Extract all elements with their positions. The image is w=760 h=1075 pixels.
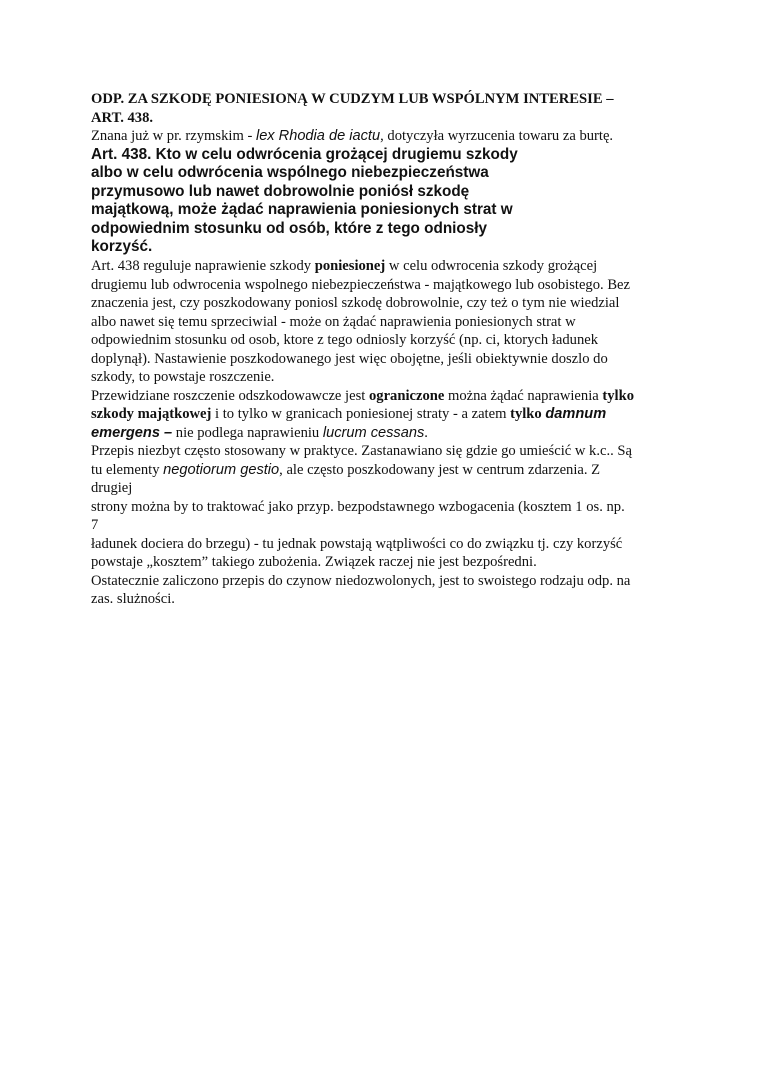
latin-term: lucrum cessans [322, 424, 425, 441]
text-span: w celu odwrocenia szkody grożącej [385, 258, 598, 275]
section-heading [91, 90, 666, 127]
bold-term: tylko [510, 406, 546, 423]
heading-line-1: ODP. ZA SZKODĘ PONIESIONĄ W CUDZYM LUB WSPÓLNYM INTERESIE – [91, 91, 614, 107]
article-line: Art. 438. Kto w celu odwrócenia grożącej drugiemu szkody [91, 145, 518, 163]
text-span: Przewidziane roszczenie odszkodowawcze jest [91, 387, 369, 404]
latin-term: emergens – [91, 424, 173, 441]
article-line: korzyść. [91, 238, 153, 256]
heading-line-2: ART. 438. [91, 109, 154, 126]
paragraph-3 [91, 442, 666, 609]
bold-term: tylko [602, 387, 634, 404]
paragraph-line: szkody, to powstaje roszczenie. [91, 369, 275, 386]
paragraph-line: zas. slużności. [91, 591, 175, 608]
paragraph-line: drugiemu lub odwrocenia wspolnego niebezpieczeństwa ‐ majątkowego lub osobistego. Bez [91, 276, 631, 293]
paragraph-line [91, 387, 666, 406]
article-line: majątkową, może żądać naprawienia poniesionych strat w [91, 201, 513, 219]
bold-term: ograniczone [368, 387, 445, 404]
paragraph-1 [91, 257, 666, 387]
paragraph-line: odpowiednim stosunku od osob, ktore z tego odniosly korzyść (np. ci, ktorych ładunek [91, 332, 599, 349]
paragraph-line: znaczenia jest, czy poszkodowany poniosl szkodę dobrowolnie, czy też o tym nie wiedzial [91, 295, 620, 312]
text-span: , ale często poszkodowany jest w centrum zdarzenia. Z [279, 461, 601, 478]
article-line: odpowiednim stosunku od osób, które z tego odniosły [91, 219, 488, 237]
paragraph-line [91, 257, 666, 276]
paragraph-2 [91, 387, 666, 443]
text-span: . [424, 424, 428, 441]
bold-term: poniesionej [314, 258, 386, 275]
text-span: i to tylko w granicach poniesionej straty ‐ a zatem [211, 406, 511, 423]
document-page [91, 90, 666, 609]
bold-term: szkody majątkowej [91, 406, 212, 423]
intro-text: Znana już w pr. rzymskim ‐ [91, 128, 256, 144]
paragraph-line [91, 424, 666, 443]
text-span: tu elementy [91, 461, 164, 478]
paragraph-line: doplynął). Nastawienie poszkodowanego jest więc obojętne, jeśli obiektywnie doszlo do [91, 350, 608, 367]
paragraph-line: 7 [91, 517, 99, 534]
intro-text-end: , dotyczyła wyrzucenia towaru za burtę. [380, 128, 614, 144]
article-line: albo w celu odwrócenia wspólnego niebezpieczeństwa [91, 164, 489, 182]
paragraph-line: strony można by to traktować jako przyp. bezpodstawnego wzbogacenia (kosztem 1 os. np. [91, 498, 625, 515]
paragraph-line: ładunek dociera do brzegu) ‐ tu jednak powstają wątpliwości co do związku tj. czy korzyść [91, 535, 623, 552]
paragraph-line: Ostatecznie zaliczono przepis do czynow niedozwolonych, jest to swoistego rodzaju odp. na [91, 572, 631, 589]
text-span: można żądać naprawienia [444, 387, 603, 404]
latin-term: damnum [545, 406, 607, 423]
intro-line [91, 127, 666, 146]
paragraph-line: Przepis niezbyt często stosowany w praktyce. Zastanawiano się gdzie go umieścić w k.c.. Są [91, 443, 633, 460]
article-line: przymusowo lub nawet dobrowolnie poniósł szkodę [91, 182, 470, 200]
text-span: Art. 438 reguluje naprawienie szkody [91, 258, 315, 275]
article-438-quote [91, 146, 666, 258]
latin-term: negotiorum gestio [163, 461, 280, 478]
intro-latin-term: lex Rhodia de iactu [255, 128, 381, 144]
paragraph-line: albo nawet się temu sprzeciwial ‐ może on żądać naprawienia poniesionych strat w [91, 313, 576, 330]
paragraph-line [91, 405, 666, 424]
paragraph-line [91, 461, 666, 480]
paragraph-line: powstaje „kosztem” takiego zubożenia. Związek raczej nie jest bezpośredni. [91, 554, 537, 571]
text-span: nie podlega naprawieniu [172, 424, 323, 441]
paragraph-line: drugiej [91, 480, 133, 497]
